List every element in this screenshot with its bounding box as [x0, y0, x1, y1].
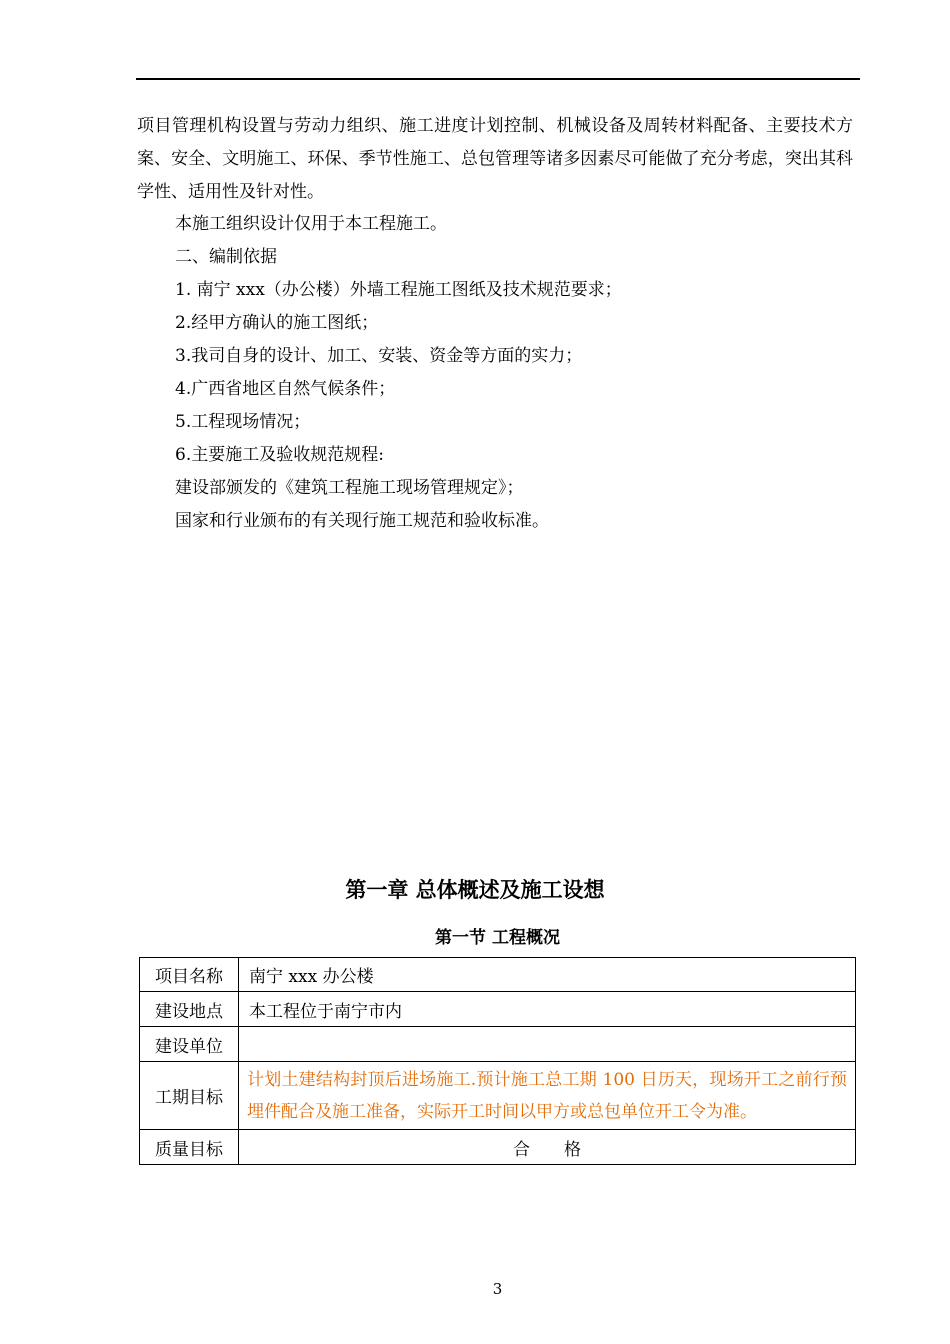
page-number: 3	[492, 1280, 503, 1298]
regulation-item: 国家和行业颁布的有关现行施工规范和验收标准。	[175, 511, 549, 531]
table-row	[140, 958, 856, 992]
row-label: 建设地点	[140, 992, 239, 1027]
basis-item: 5.工程现场情况；	[175, 412, 311, 432]
header-rule	[136, 78, 860, 80]
chapter-title: 第一章 总体概述及施工设想	[345, 878, 605, 902]
intro-paragraph: 项目管理机构设置与劳动力组织、施工进度计划控制、机械设备及周转材料配备、主要技术方案、安全、文明施工、环保、季节性施工、总包管理等诸多因素尽可能做了充分考虑，突出其科学性、适用性及针对性。	[137, 116, 853, 202]
project-overview-table	[139, 957, 856, 1165]
row-label: 项目名称	[140, 958, 239, 992]
row-value: 南宁 xxx 办公楼	[239, 958, 856, 992]
table-row	[140, 1062, 856, 1130]
table-row	[140, 992, 856, 1027]
row-value: 本工程位于南宁市内	[239, 992, 856, 1027]
row-value	[239, 1027, 856, 1062]
basis-item: 3.我司自身的设计、加工、安装、资金等方面的实力；	[175, 346, 583, 366]
table-row	[140, 1130, 856, 1165]
scope-statement: 本施工组织设计仅用于本工程施工。	[175, 214, 447, 234]
table-row	[140, 1027, 856, 1062]
basis-heading: 二、编制依据	[175, 247, 277, 267]
section-title: 第一节 工程概况	[435, 928, 560, 948]
basis-item: 2.经甲方确认的施工图纸；	[175, 313, 379, 333]
basis-item: 4.广西省地区自然气候条件；	[175, 379, 396, 399]
basis-item: 6.主要施工及验收规范规程:	[175, 445, 384, 465]
regulation-item: 建设部颁发的《建筑工程施工现场管理规定》；	[175, 478, 524, 498]
row-label: 质量目标	[140, 1130, 239, 1165]
row-label: 建设单位	[140, 1027, 239, 1062]
basis-item: 1. 南宁 xxx（办公楼）外墙工程施工图纸及技术规范要求；	[175, 280, 622, 300]
quality-target-value: 合 格	[239, 1130, 856, 1165]
row-label: 工期目标	[140, 1062, 239, 1130]
schedule-target-value: 计划土建结构封顶后进场施工.预计施工总工期 100 日历天，现场开工之前行预埋件配合及施工准备，实际开工时间以甲方或总包单位开工令为准。	[239, 1062, 856, 1130]
